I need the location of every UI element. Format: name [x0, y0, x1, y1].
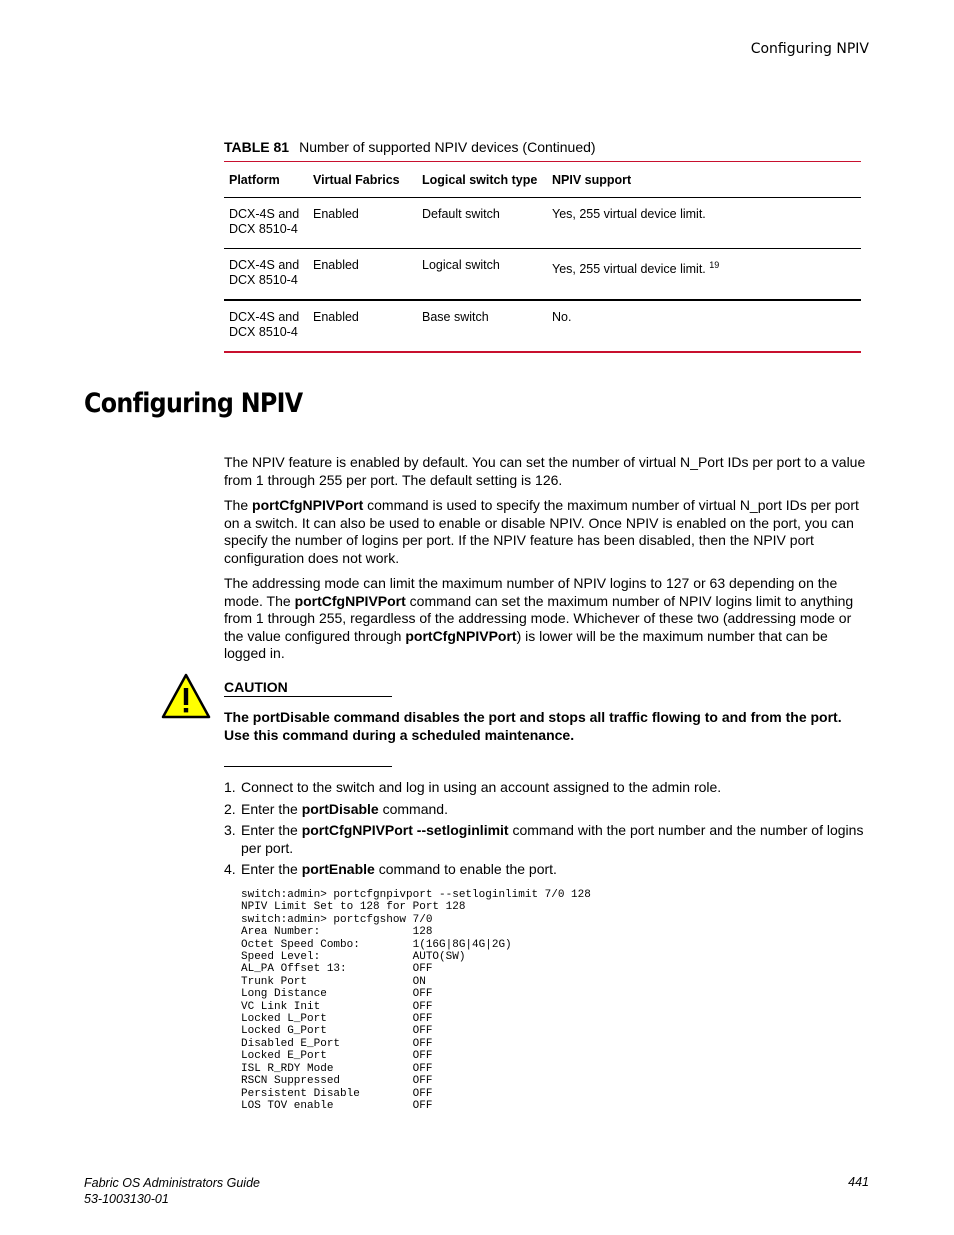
text-run: The	[224, 497, 253, 513]
platform-cell	[224, 249, 308, 301]
column-header: NPIV support	[547, 162, 861, 198]
switch-type-cell: Default switch	[417, 198, 547, 249]
virtual-fabrics-cell: Enabled	[308, 249, 417, 301]
command-name: portEnable	[301, 861, 375, 877]
virtual-fabrics-cell: Enabled	[308, 198, 417, 249]
running-header: Configuring NPIV	[750, 41, 869, 57]
step-number: 2.	[224, 800, 236, 817]
platform-line: DCX-4S and	[229, 310, 300, 324]
caution-divider	[224, 766, 392, 767]
platform-line: DCX 8510-4	[229, 273, 298, 287]
text-run: Enter the	[241, 822, 302, 838]
step-number: 3.	[224, 822, 236, 838]
npiv-support-table	[224, 161, 861, 353]
caution-text: The portDisable command disables the port and stops all traffic flowing to and from the port. Use this command during a scheduled maintenance.	[224, 709, 842, 743]
body-paragraphs	[224, 454, 872, 671]
section-title: Configuring NPIV	[84, 388, 303, 419]
text-run: ) is lower will be the maximum number that can be logged in.	[224, 627, 828, 661]
table-row	[224, 249, 861, 301]
command-name: portDisable	[301, 800, 379, 817]
footer-doc-info	[84, 1175, 260, 1207]
table-header-row	[224, 162, 861, 198]
platform-line: DCX 8510-4	[229, 325, 298, 339]
column-header: Logical switch type	[417, 162, 547, 198]
code-example: switch:admin> portcfgnpivport --setloginlimit 7/0 128 NPIV Limit Set to 128 for Port 128 switch:admin> portcfgshow 7/0 Area Number: 128 Octet Speed Combo: 1(16G|8G|4G|2G) Speed Level: AUTO(SW) AL_PA Offset 13: OFF Trunk Port ON Long Distance OFF VC Link Init OFF Locked L_Port OFF Locked G_Port OFF Disabled E_Port OFF Locked E_Port OFF ISL R_RDY Mode OFF RSCN Suppressed OFF Persistent Disable OFF LOS TOV enable OFF	[241, 889, 591, 1112]
step-number: 1.	[224, 779, 236, 795]
warning-triangle-icon	[161, 673, 211, 719]
table-caption	[224, 139, 596, 155]
text-run: command can set the maximum number of NPIV logins limit to anything from 1 through 255, regardless of the addressing mode. Whichever of these two (addressing mode or the value configured through	[224, 592, 854, 644]
procedure-steps	[224, 779, 872, 883]
command-name: portCfgNPIVPort	[405, 627, 517, 644]
npiv-support-cell	[547, 249, 861, 301]
column-header: Platform	[224, 162, 308, 198]
command-name: portCfgNPIVPort	[294, 592, 406, 609]
paragraph	[224, 575, 872, 663]
paragraph	[224, 497, 872, 567]
npiv-support-cell	[547, 198, 861, 249]
list-item	[224, 822, 872, 857]
platform-line: DCX 8510-4	[229, 222, 298, 236]
switch-type-cell: Base switch	[417, 300, 547, 352]
table-row	[224, 300, 861, 352]
page-number: 441	[848, 1175, 869, 1189]
platform-cell	[224, 198, 308, 249]
paragraph: The NPIV feature is enabled by default. You can set the number of virtual N_Port IDs per port to a value from 1 through 255 per port. The default setting is 126.	[224, 454, 866, 488]
table-label: TABLE 81	[224, 139, 290, 155]
text-run: command.	[378, 800, 448, 817]
caution-title: CAUTION	[224, 679, 392, 697]
text-run: The addressing mode can limit the maximum number of NPIV logins to 127 or 63 depending on the mode. The	[224, 575, 838, 609]
command-name: portCfgNPIVPort --setloginlimit	[301, 822, 509, 838]
support-text: No.	[552, 310, 572, 324]
text-run: command to enable the port.	[374, 861, 557, 877]
platform-line: DCX-4S and	[229, 258, 300, 272]
support-text: Yes, 255 virtual device limit.	[552, 207, 706, 221]
text-run: Enter the	[241, 800, 302, 817]
support-text: Yes, 255 virtual device limit.	[552, 262, 706, 276]
text-run: Enter the	[241, 861, 302, 877]
table-row	[224, 198, 861, 249]
npiv-support-cell	[547, 300, 861, 352]
step-number: 4.	[224, 861, 236, 877]
table-caption-text: Number of supported NPIV devices (Continued)	[299, 139, 596, 155]
guide-title: Fabric OS Administrators Guide	[84, 1176, 260, 1190]
text-run: command with the port number and the number of logins per port.	[241, 822, 864, 856]
platform-line: DCX-4S and	[229, 207, 300, 221]
switch-type-cell: Logical switch	[417, 249, 547, 301]
command-name: portCfgNPIVPort	[252, 497, 364, 513]
text-run: command is used to specify the maximum number of virtual N_port IDs per port on a switch. It can also be used to enable or disable NPIV. Once NPIV is enabled on the port, you can specify the number of logins per port. If the NPIV feature has been disabled, then the NPIV port configuration does not work.	[224, 497, 859, 566]
list-item	[224, 779, 872, 797]
column-header: Virtual Fabrics	[308, 162, 417, 198]
list-item	[224, 801, 872, 819]
platform-cell	[224, 300, 308, 352]
footnote-ref[interactable]: 19	[709, 260, 720, 270]
text-run: Connect to the switch and log in using an account assigned to the admin role.	[241, 779, 722, 795]
virtual-fabrics-cell: Enabled	[308, 300, 417, 352]
list-item	[224, 861, 872, 879]
doc-number: 53-1003130-01	[84, 1192, 169, 1206]
